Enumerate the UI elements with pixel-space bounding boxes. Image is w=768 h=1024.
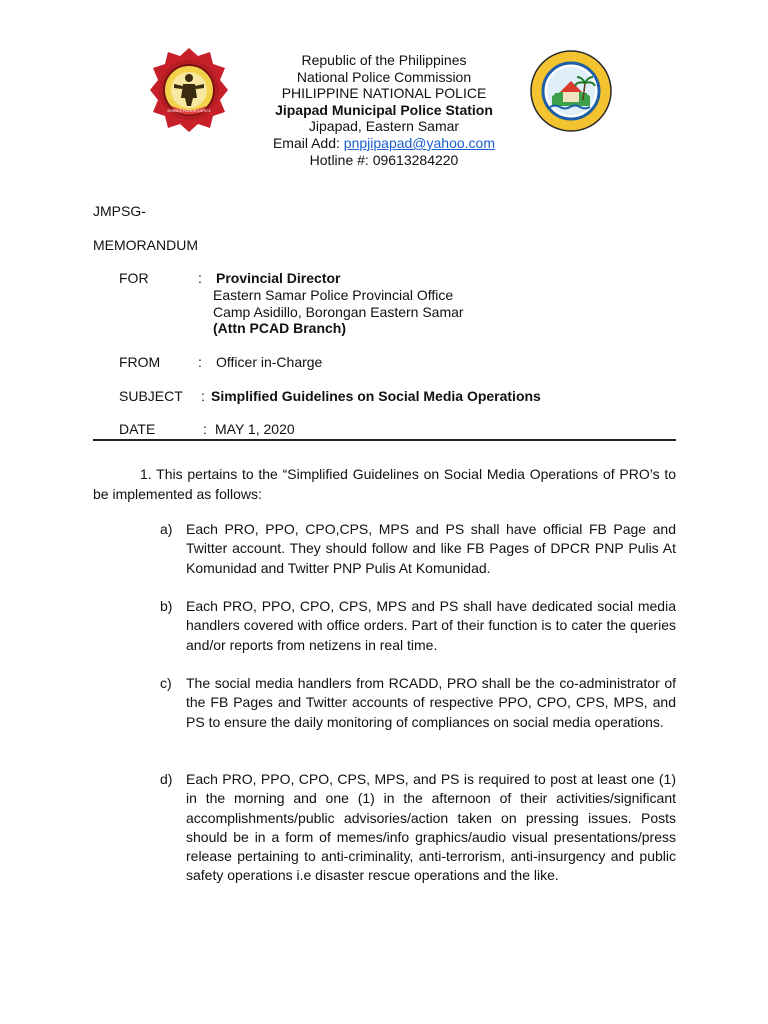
from-value: Officer in-Charge	[216, 354, 323, 370]
letterhead-line-napolcom: National Police Commission	[296, 68, 472, 85]
list-item-letter: d)	[160, 771, 173, 787]
subject-value: Simplified Guidelines on Social Media Operations	[211, 388, 541, 404]
for-address: Camp Asidillo, Borongan Eastern Samar	[213, 304, 464, 320]
letterhead-email-line	[0, 135, 768, 152]
list-item-d	[160, 770, 676, 886]
letterhead-line-pnp: PHILIPPINE NATIONAL POLICE	[281, 85, 487, 102]
letterhead	[0, 52, 768, 168]
list-item-a	[160, 520, 676, 578]
letterhead-line-address: Jipapad, Eastern Samar	[308, 118, 460, 135]
subject-label: SUBJECT	[119, 388, 183, 404]
header-divider	[93, 439, 676, 441]
for-name: Provincial Director	[216, 270, 341, 286]
for-colon: :	[198, 270, 202, 286]
from-colon: :	[198, 354, 202, 370]
date-label: DATE	[119, 421, 156, 437]
date-value: MAY 1, 2020	[215, 421, 295, 437]
letterhead-line-station: Jipapad Municipal Police Station	[275, 101, 493, 118]
intro-paragraph	[93, 465, 676, 504]
from-label: FROM	[119, 354, 161, 370]
list-item-text: Each PRO, PPO, CPO, CPS, MPS and PS shall have dedicated social media handlers covered with office orders. Part of their function is to cater the queries and/or reports from netizens in real time.	[186, 598, 676, 653]
for-office: Eastern Samar Police Provincial Office	[213, 287, 454, 303]
date-colon: :	[203, 421, 207, 437]
subject-colon: :	[201, 388, 205, 404]
list-item-text: Each PRO, PPO, CPO,CPS, MPS and PS shall have official FB Page and Twitter account. They should follow and like FB Pages of DPCR PNP Pulis At Komunidad and Twitter PNP Pulis At Komunidad.	[186, 521, 676, 576]
svg-text:SERVICE HONOR JUSTICE: SERVICE HONOR JUSTICE	[167, 109, 211, 113]
letterhead-hotline: Hotline #: 09613284220	[309, 151, 459, 168]
intro-text: 1. This pertains to the “Simplified Guidelines on Social Media Operations of PRO’s to be implemented as follows:	[93, 466, 676, 502]
letterhead-line-republic: Republic of the Philippines	[301, 52, 467, 68]
email-link[interactable]: pnpjipapad@yahoo.com	[343, 134, 496, 151]
memo-title: MEMORANDUM	[93, 237, 198, 253]
for-attn: (Attn PCAD Branch)	[213, 320, 346, 336]
email-label: Email Add:	[272, 134, 340, 151]
list-item-c	[160, 674, 676, 732]
list-item-letter: c)	[160, 675, 172, 691]
list-item-text: The social media handlers from RCADD, PRO shall be the co-administrator of the FB Pages and Twitter accounts of respective PPO, CPO, CPS, MPS, and PS to ensure the daily monitoring of compliances on social media operations.	[186, 675, 676, 730]
for-label: FOR	[119, 270, 149, 286]
list-item-text: Each PRO, PPO, CPO, CPS, MPS, and PS is required to post at least one (1) in the morning and one (1) in the afternoon of their activities/significant accomplishments/public advisories/action taken on pressing issues. Posts should be in a form of memes/info graphics/audio visual presentations/press release pertaining to anti-criminality, anti-terrorism, anti-insurgency and public safety operations i.e disaster rescue operations and the like.	[186, 771, 676, 884]
list-item-letter: a)	[160, 521, 173, 537]
memo-reference: JMPSG-	[93, 203, 146, 219]
list-item-b	[160, 597, 676, 655]
list-item-letter: b)	[160, 598, 173, 614]
